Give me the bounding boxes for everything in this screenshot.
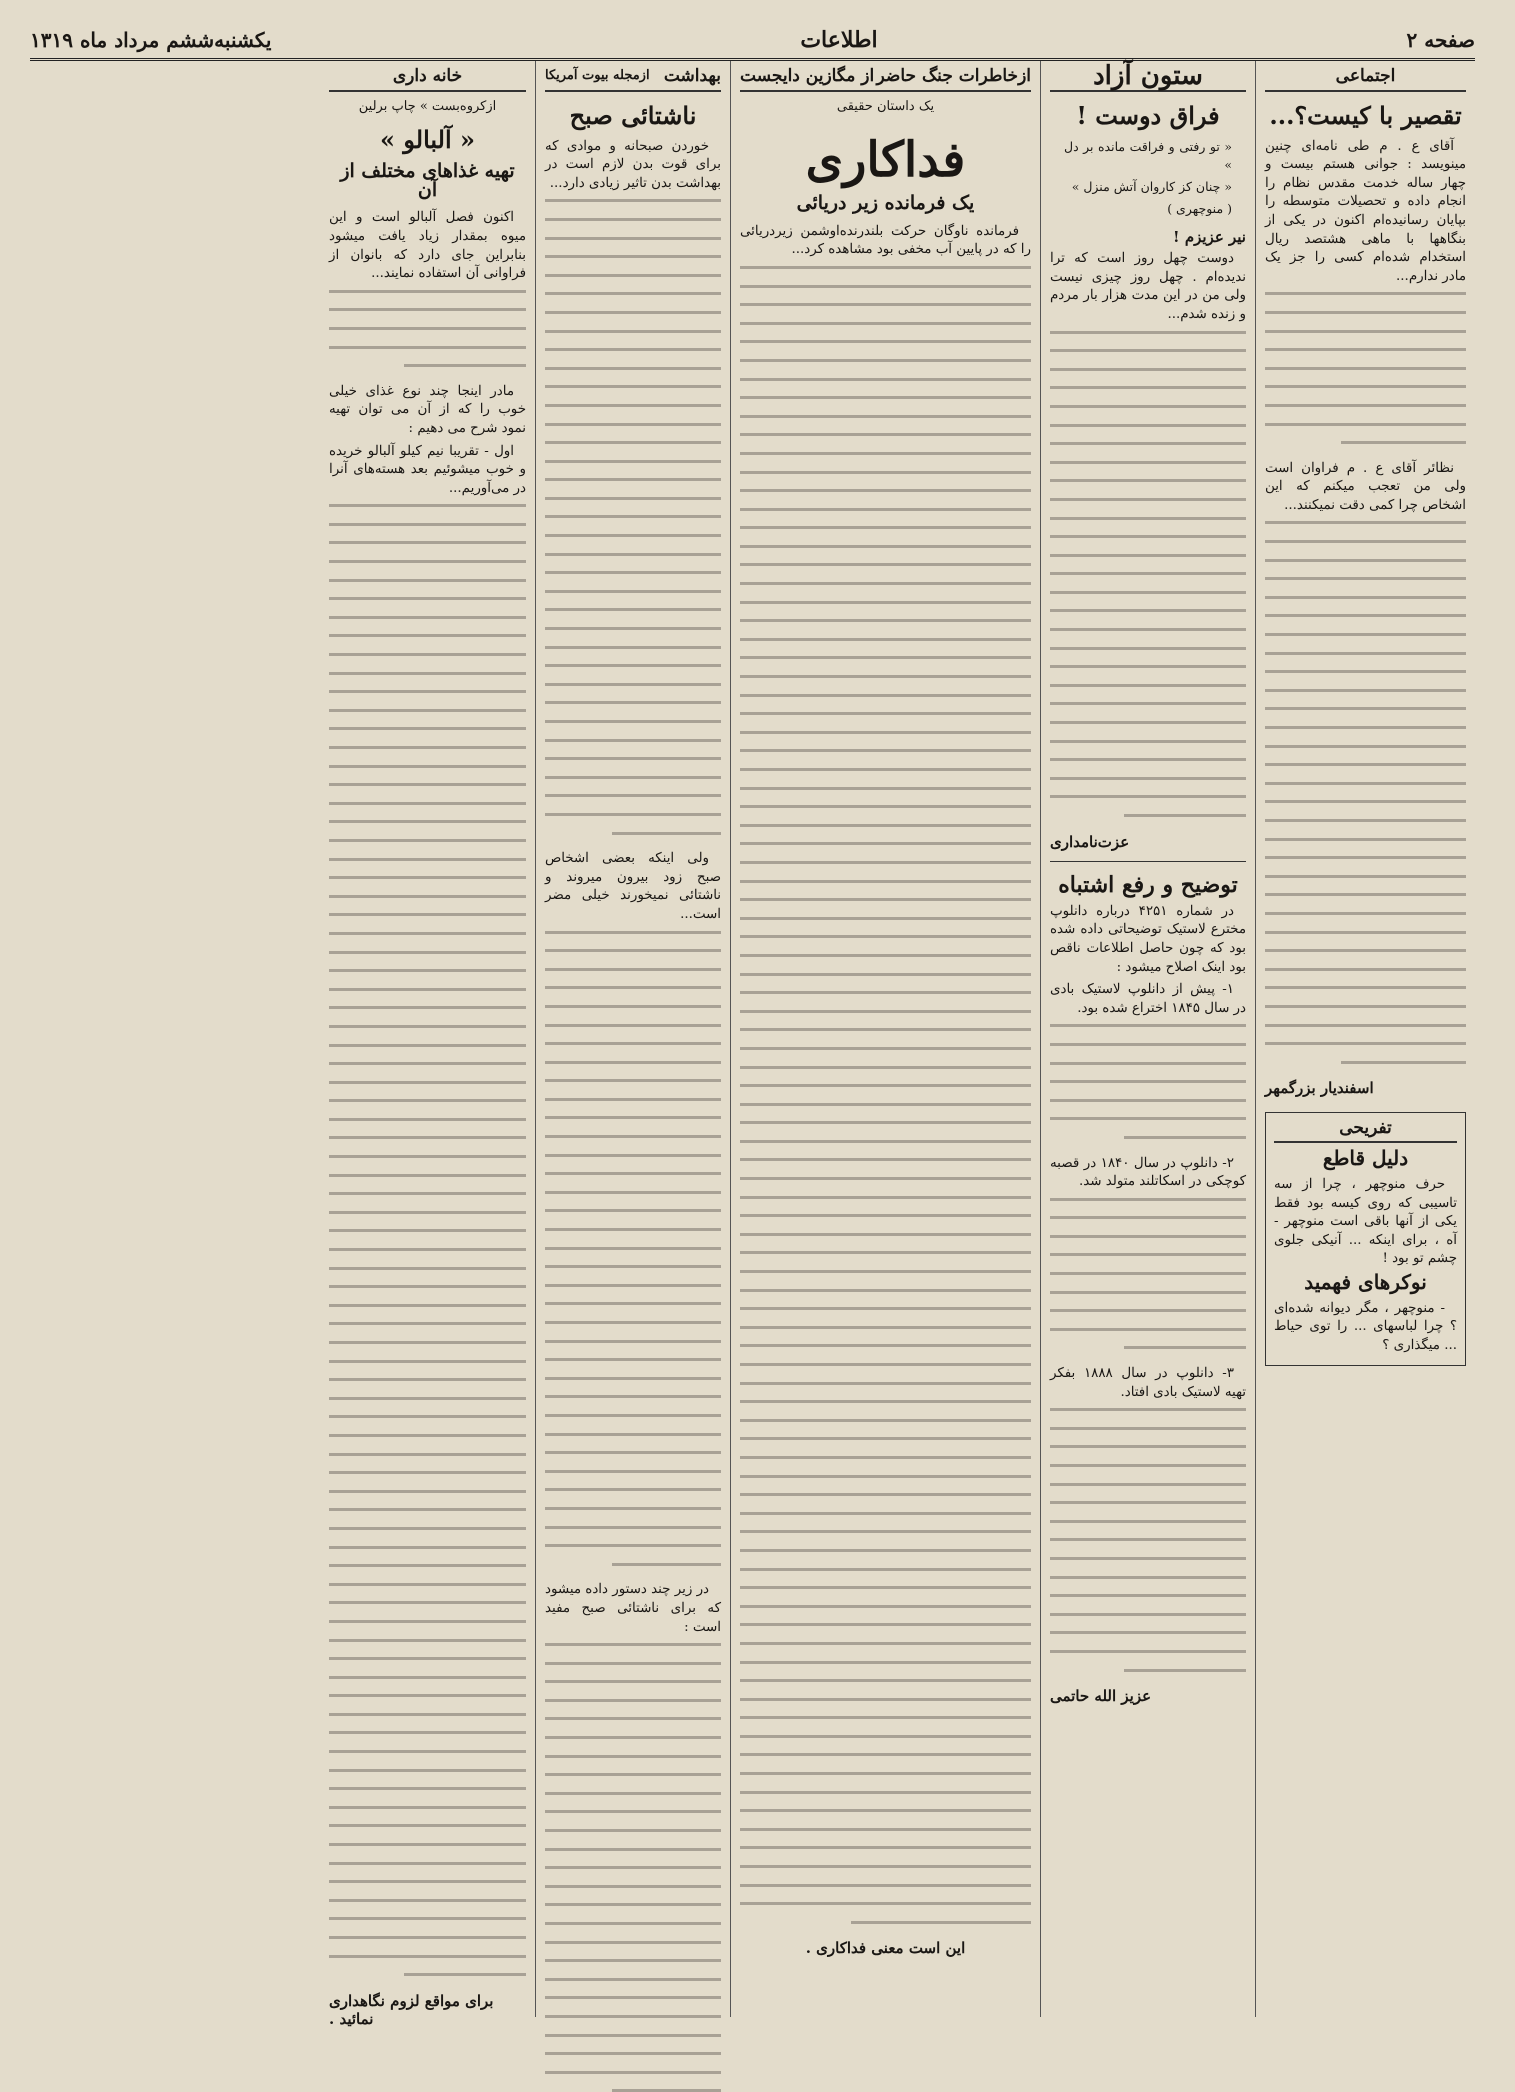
paragraph: خوردن صبحانه و موادی که برای قوت بدن لازم است در بهداشت بدن تاثیر زیادی دارد... (545, 138, 721, 191)
home-ending: برای مواقع لزوم نگاهداری نمائید . (329, 1991, 494, 2029)
text-lines (1050, 1198, 1246, 1350)
text-lines (545, 199, 721, 834)
paragraph: فرمانده ناوگان حرکت بلندرنده‌اوشمن زیردریائی را که در پایین آب مخفی بود مشاهده کرد... (740, 223, 1031, 258)
paragraph: مادر اینجا چند نوع غذای خیلی خوب را که از آن می توان تهیه نمود شرح می دهیم : (329, 383, 526, 436)
headline-health: ناشتائی صبح (569, 100, 697, 130)
paragraph: ولی اینکه بعضی اشخاص صبح زود بیرون میروند و ناشتائی نمیخورند خیلی مضر است... (545, 851, 721, 922)
issue-date: یکشنبه‌ششم مرداد ماه ۱۳۱۹ (30, 28, 272, 52)
text-lines (1265, 292, 1466, 444)
kicker: یک داستان حقیقی (836, 98, 935, 114)
paragraph: آقای ع . م طی نامه‌ای چنین مینویسد : جوانی هستم بیست و چهار ساله خدمت مقدس نظام را انجام داده و تحصیلات متوسطه را بپایان رسانیده‌ام اکنون در یکی از بنگاهها با ماهی هشتصد ریال استخدام شده‌ام کسی را جز یک مادر ندارم... (1265, 138, 1466, 284)
column-housekeeping (320, 61, 535, 2029)
humor-text: حرف منوچهر ، چرا از سه تاسیبی که روی کیسه بود فقط یکی از آنها باقی است منوچهر - آه ، برای اینکه ... آنیکی جلوی چشم تو بود ! (1274, 1177, 1457, 1267)
byline: عزیز الله حاتمی (1050, 1687, 1152, 1706)
poet: ( منوچهری ) (1167, 200, 1232, 216)
page-number: صفحه ۲ (1406, 28, 1475, 52)
column-free (1040, 61, 1255, 2017)
rubric-war-left: از مگازین دایجست (740, 66, 875, 86)
humor-box (1265, 1112, 1466, 1367)
paragraph: اکنون فصل آلبالو است و این میوه بمقدار زیاد یافت میشود بنابراین جای دارد که بانوان از فراوانی آن استفاده نمایند... (329, 210, 526, 282)
headline-home: « آلبالو » (380, 125, 475, 155)
paragraph: در زیر چند دستور داده میشود که برای ناشتائی صبح مفید است : (545, 1582, 721, 1635)
paragraph: اول - تقریبا نیم کیلو آلبالو خریده و خوب میشوئیم بعد هسته‌های آنرا در می‌آوریم... (329, 443, 526, 496)
salutation: نیر عزیزم ! (1173, 227, 1246, 246)
humor-text-2: - منوچهر ، مگر دیوانه شده‌ای ؟ چرا لباسهای ... را توی حیاط ... میگذاری ؟ (1274, 1300, 1457, 1353)
text-lines (1265, 521, 1466, 1063)
text-lines (545, 931, 721, 1566)
rubric-war (740, 67, 1031, 92)
text-lines (1050, 331, 1246, 817)
paragraph: نظائر آقای ع . م فراوان است ولی من تعجب میکنم که این اشخاص چرا کمی دقت نمیکنند... (1265, 460, 1466, 513)
verse: « چنان کز کاروان آتش منزل » (1071, 178, 1232, 194)
rubric-free: ستون آزاد (1050, 67, 1246, 92)
headline-war: فداکاری (805, 132, 966, 189)
text-lines (329, 504, 526, 1976)
rubric-war-right: ازخاطرات جنگ حاضر (876, 66, 1031, 86)
rubric-health-source: ازمجله بیوت آمریکا (545, 68, 650, 83)
column-war-story (730, 61, 1040, 2017)
list-item: ۳- دانلوپ در سال ۱۸۸۸ بفکر تهیه لاستیک بادی افتاد. (1050, 1366, 1246, 1400)
column-health (535, 61, 730, 2017)
story-ending: این است معنی فداکاری . (805, 1939, 966, 1958)
home-source: ازکروه‌بست » چاپ برلین (358, 98, 497, 114)
paragraph: دوست چهل روز است که ترا ندیده‌ام . چهل روز چیزی نیست ولی من در این مدت هزار بار مردم و زنده شدم... (1050, 251, 1246, 322)
subhead-home: تهیه غذاهای مختلف از آن (340, 160, 515, 201)
column-social (1255, 61, 1475, 2017)
rubric-health-row (545, 67, 721, 92)
signature: عزت‌نامداری (1050, 832, 1130, 851)
paragraph: در شماره ۴۲۵۱ درباره دانلوپ مخترع لاستیک توضیحاتی داده شده بود که چون حاصل اطلاعات ناقص بود اینک اصلاح میشود : (1050, 903, 1246, 975)
masthead (30, 22, 1475, 61)
text-lines (329, 290, 526, 367)
text-lines (1050, 1408, 1246, 1671)
divider (1050, 861, 1246, 862)
text-lines (545, 1643, 721, 2092)
list-item: ۱- پیش از دانلوپ لاستیک بادی در سال ۱۸۴۵ اختراع شده بود. (1050, 982, 1246, 1016)
humor-title: دلیل قاطع (1322, 1146, 1409, 1171)
text-lines (740, 266, 1031, 1924)
rubric-health: بهداشت (663, 66, 721, 86)
verse: « تو رفتی و فراقت مانده بر دل » (1064, 138, 1232, 172)
signature: اسفندیار بزرگمهر (1265, 1079, 1374, 1098)
rubric-social: اجتماعی (1265, 67, 1466, 92)
rubric-home: خانه داری (329, 67, 526, 92)
subhead-war: یک فرمانده زیر دریائی (796, 192, 975, 215)
headline-social: تقصیر با کیست؟... (1269, 100, 1462, 130)
newspaper-name: اطلاعات (800, 27, 878, 53)
headline-free: فراق دوست ! (1076, 100, 1220, 130)
columns (30, 61, 1475, 2029)
list-item: ۲- دانلوپ در سال ۱۸۴۰ در قصبه کوچکی در اسکاتلند متولد شد. (1050, 1155, 1246, 1190)
humor-title-2: نوکرهای فهمید (1304, 1270, 1427, 1295)
rubric-humor: تفریحی (1274, 1119, 1457, 1144)
text-lines (1050, 1024, 1246, 1139)
correction-title: توضیح و رفع اشتباه (1058, 872, 1238, 899)
